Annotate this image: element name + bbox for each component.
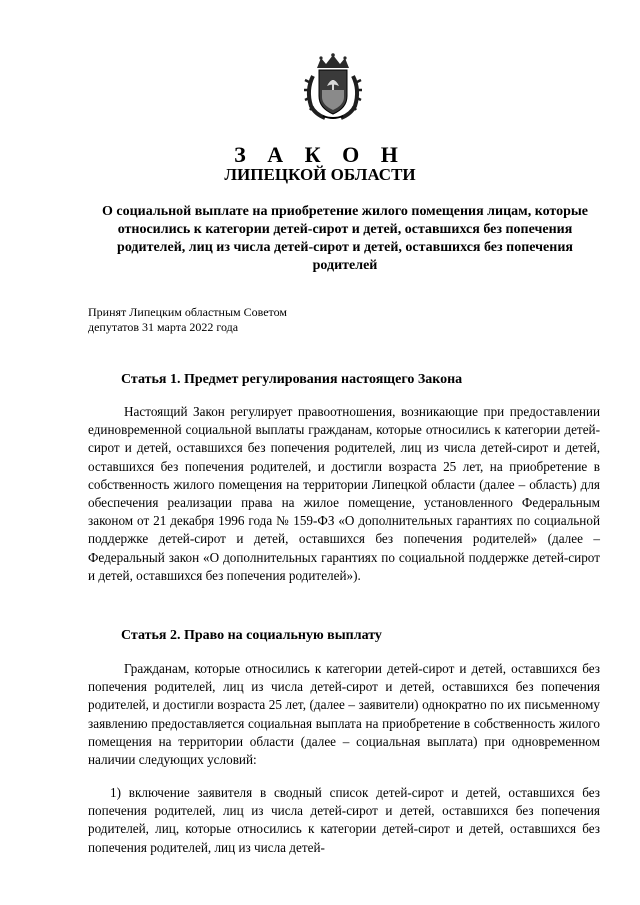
document-type-title: З А К О Н [234, 142, 406, 167]
article-1-paragraph-1: Настоящий Закон регулирует правоотношения, возникающие при предоставлении единовременной социальной выплаты гражданам, которые относились к категории детей-сирот и детей, оставшихся без попечения родителей, лиц из числа детей-сирот и детей, оставшихся без попечения родителей, и достигли возраста 25 лет, на приобретение в собственность жилого помещения на территории Липецкой области (далее – область) для обеспечения реализации права на жилое помещение, установленного Федеральным законом от 21 декабря 1996 года № 159-ФЗ «О дополнительных гарантиях по социальной поддержке детей-сирот и детей, оставшихся без попечения родителей» (далее – Федеральный закон «О дополнительных гарантиях по социальной поддержке детей-сирот и детей, оставшихся без попечения родителей»). [88, 404, 600, 583]
article-2-heading: Статья 2. Право на социальную выплату [121, 628, 382, 643]
coat-of-arms-icon [303, 52, 363, 122]
adoption-line-1: Принят Липецким областным Советом [88, 305, 287, 319]
region-title: ЛИПЕЦКОЙ ОБЛАСТИ [224, 165, 416, 184]
adoption-line-2: депутатов 31 марта 2022 года [88, 320, 239, 334]
article-2-item-1: 1) включение заявителя в сводный список детей-сирот и детей, оставшихся без попечения родителей, лиц из числа детей-сирот и детей, оставшихся без попечения родителей, лиц, которые относились к категории детей-сирот и детей, оставшихся без попечения родителей, лиц из числа детей- [88, 785, 600, 855]
adoption-note [88, 305, 287, 335]
article-1-heading: Статья 1. Предмет регулирования настоящего Закона [121, 372, 463, 387]
law-name: О социальной выплате на приобретение жилого помещения лицам, которые относились к категории детей-сирот и детей, оставшихся без попечения родителей, лиц из числа детей-сирот и детей, оставшихся без попечения родителей [101, 204, 589, 273]
article-2-paragraph-1: Гражданам, которые относились к категории детей-сирот и детей, оставшихся без попечения родителей, лиц из числа детей-сирот и детей, оставшихся без попечения родителей, и достигли возраста 25 лет, (далее – заявители) однократно по их письменному заявлению предоставляется социальная выплата на приобретение в собственность жилого помещения на территории области (далее – социальная выплата) при одновременном наличии следующих условий: [88, 661, 600, 768]
